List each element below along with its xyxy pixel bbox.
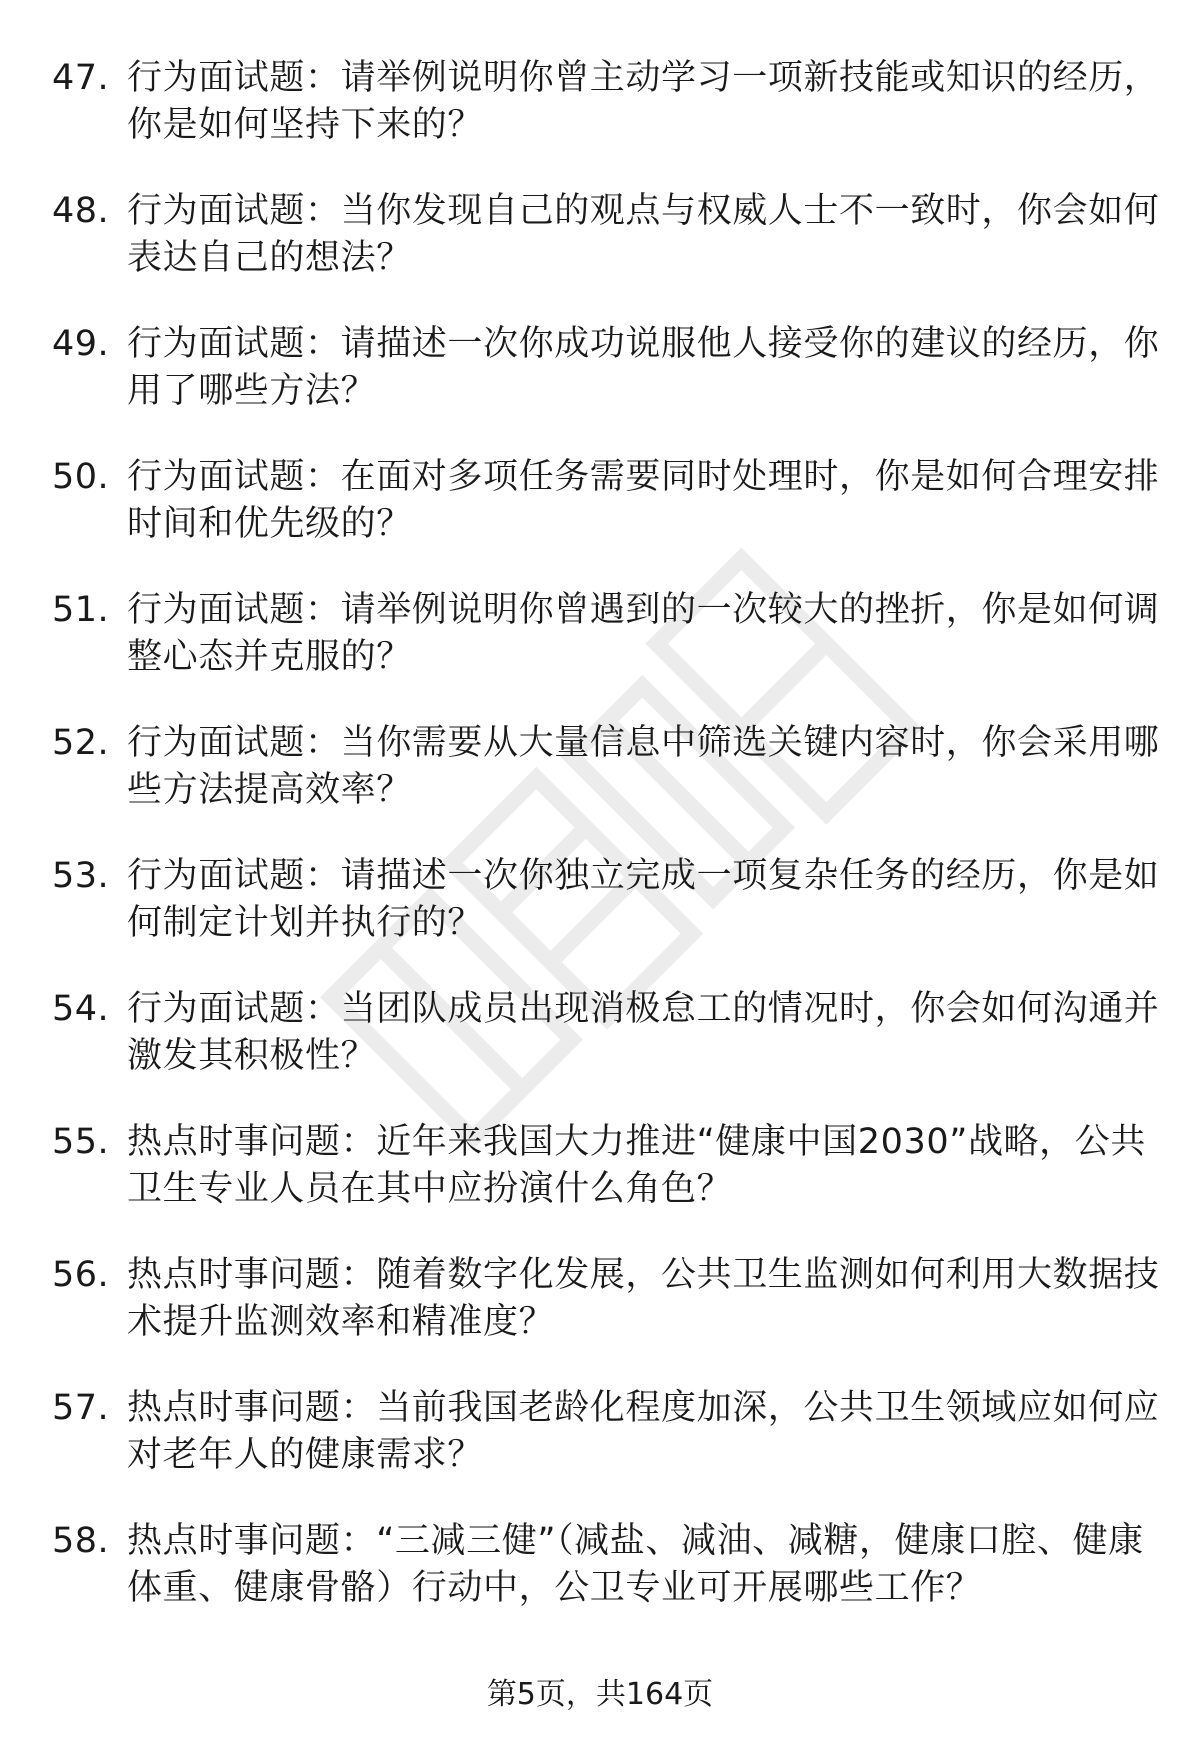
question-item [52,587,1162,720]
question-item [52,321,1162,454]
question-item [52,188,1162,321]
question-number: 57. [52,1388,110,1428]
question-number: 55. [52,1122,110,1162]
question-item [52,720,1162,853]
page-number-label: 第5页，共164页 [486,1677,714,1712]
question-number: 48. [52,191,110,231]
question-number: 49. [52,324,110,364]
question-text: 热点时事问题：随着数字化发展，公共卫生监测如何利用大数据技术提升监测效率和精准度？ [127,1255,1160,1342]
question-number: 58. [52,1521,110,1561]
question-item [52,853,1162,986]
question-text: 热点时事问题：“三减三健”（减盐、减油、减糖，健康口腔、健康体重、健康骨骼）行动中，公卫专业可开展哪些工作？ [127,1521,1144,1608]
question-text: 行为面试题：当你需要从大量信息中筛选关键内容时，你会采用哪些方法提高效率？ [127,723,1160,810]
question-list [52,55,1162,1651]
question-item [52,1252,1162,1385]
question-item [52,1518,1162,1651]
question-text: 热点时事问题：近年来我国大力推进“健康中国2030”战略，公共卫生专业人员在其中应扮演什么角色？ [127,1122,1146,1209]
question-item [52,1119,1162,1252]
question-text: 行为面试题：在面对多项任务需要同时处理时，你是如何合理安排时间和优先级的？ [127,457,1160,544]
question-number: 56. [52,1255,110,1295]
question-number: 54. [52,989,110,1029]
question-text: 行为面试题：当你发现自己的观点与权威人士不一致时，你会如何表达自己的想法？ [127,191,1160,278]
question-number: 52. [52,723,110,763]
page-footer [0,1675,1200,1715]
question-number: 47. [52,58,110,98]
question-text: 行为面试题：当团队成员出现消极怠工的情况时，你会如何沟通并激发其积极性？ [127,989,1160,1076]
question-text: 行为面试题：请描述一次你独立完成一项复杂任务的经历，你是如何制定计划并执行的？ [127,856,1160,943]
question-number: 51. [52,590,110,630]
question-text: 行为面试题：请举例说明你曾主动学习一项新技能或知识的经历，你是如何坚持下来的？ [127,58,1160,145]
question-item [52,454,1162,587]
question-text: 行为面试题：请描述一次你成功说服他人接受你的建议的经历，你用了哪些方法？ [127,324,1160,411]
question-item [52,1385,1162,1518]
question-number: 53. [52,856,110,896]
question-text: 行为面试题：请举例说明你曾遇到的一次较大的挫折，你是如何调整心态并克服的？ [127,590,1160,677]
question-item [52,55,1162,188]
question-item [52,986,1162,1119]
question-number: 50. [52,457,110,497]
question-text: 热点时事问题：当前我国老龄化程度加深，公共卫生领域应如何应对老年人的健康需求？ [127,1388,1160,1475]
